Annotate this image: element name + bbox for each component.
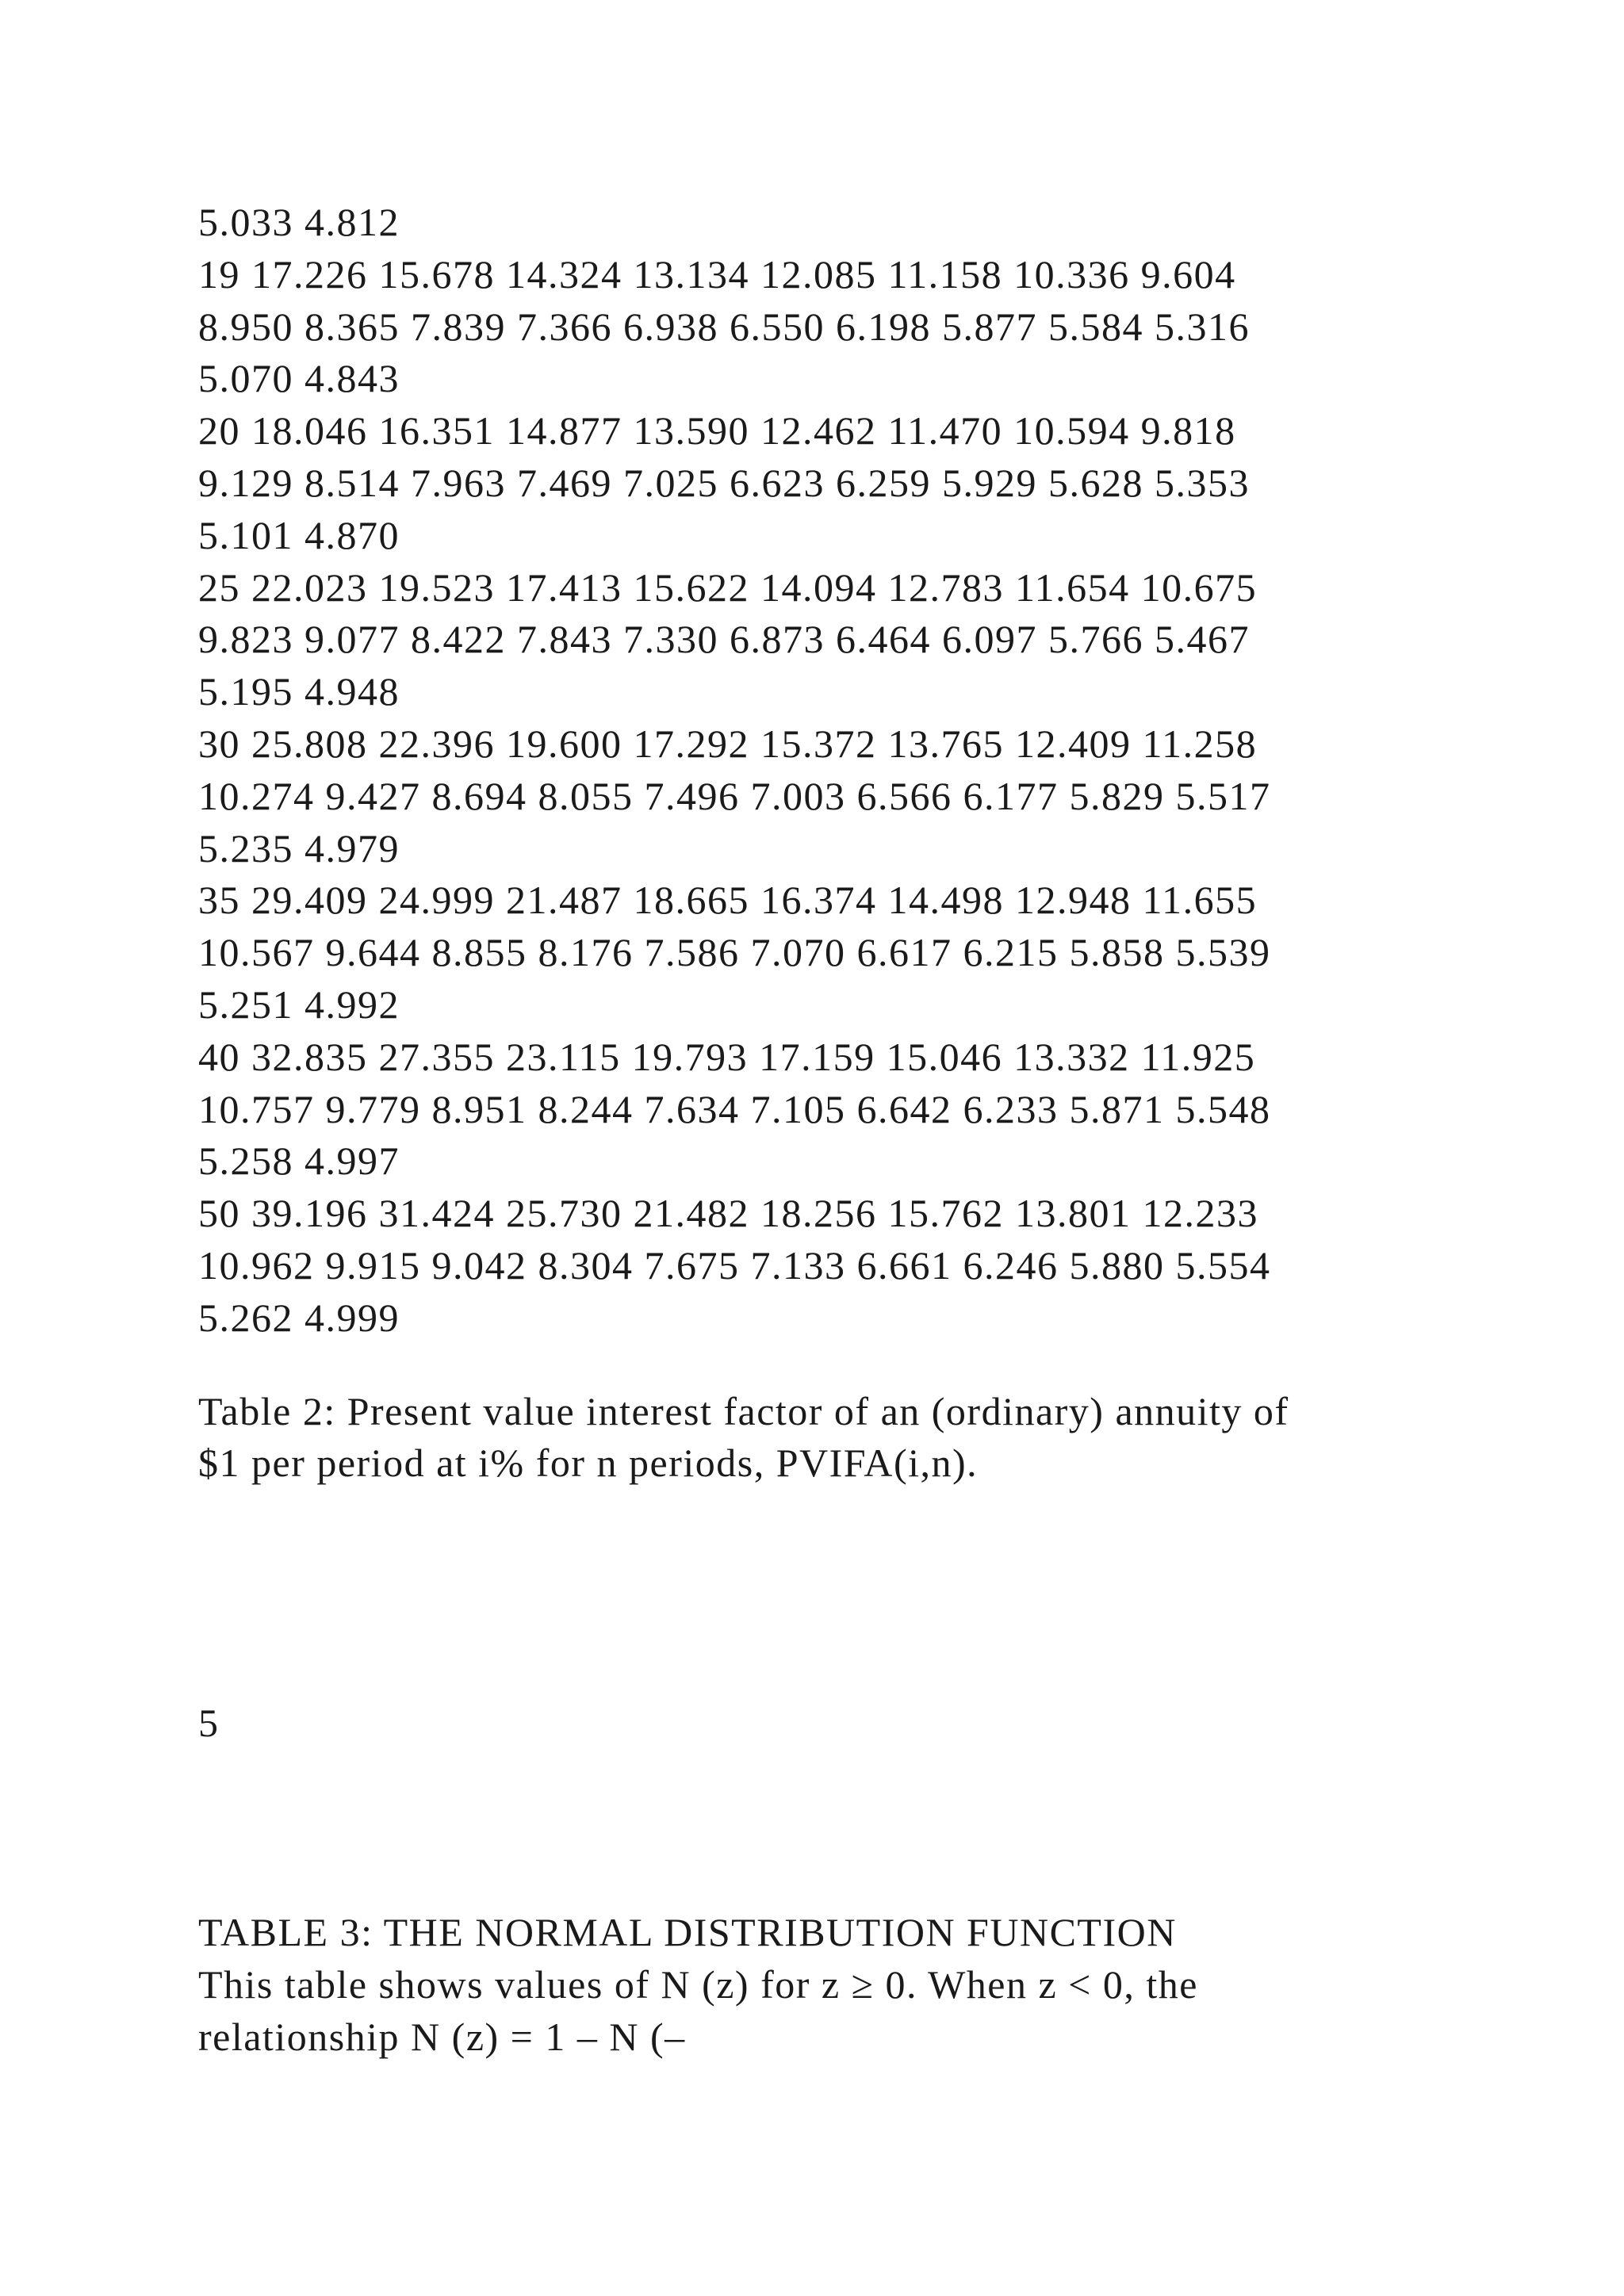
table-row: 10.567 9.644 8.855 8.176 7.586 7.070 6.617 6.215 5.858 5.539 <box>198 930 1271 975</box>
caption-line: $1 per period at i% for n periods, PVIFA(i,n). <box>198 1441 979 1486</box>
table-2-caption <box>198 1386 1467 1490</box>
table-row: 30 25.808 22.396 19.600 17.292 15.372 13.765 12.409 11.258 <box>198 721 1258 766</box>
table-row: 25 22.023 19.523 17.413 15.622 14.094 12.783 11.654 10.675 <box>198 564 1258 610</box>
table-row: 8.950 8.365 7.839 7.366 6.938 6.550 6.198 5.877 5.584 5.316 <box>198 304 1250 349</box>
table-row: 9.823 9.077 8.422 7.843 7.330 6.873 6.464 6.097 5.766 5.467 <box>198 617 1250 662</box>
table-row: 20 18.046 16.351 14.877 13.590 12.462 11.470 10.594 9.818 <box>198 408 1236 453</box>
table-row: 5.070 4.843 <box>198 356 400 401</box>
table-row: 5.251 4.992 <box>198 982 400 1027</box>
section-text-line: This table shows values of N (z) for z ≥ 0. When z < 0, the <box>198 1961 1198 2007</box>
section-heading: TABLE 3: THE NORMAL DISTRIBUTION FUNCTION <box>198 1910 1177 1954</box>
caption-line: Table 2: Present value interest factor of an (ordinary) annuity of <box>198 1388 1289 1433</box>
table-row: 9.129 8.514 7.963 7.469 7.025 6.623 6.259 5.929 5.628 5.353 <box>198 460 1250 505</box>
table-row: 5.195 4.948 <box>198 669 400 714</box>
table-row: 10.962 9.915 9.042 8.304 7.675 7.133 6.661 6.246 5.880 5.554 <box>198 1242 1271 1288</box>
table-row: 10.274 9.427 8.694 8.055 7.496 7.003 6.566 6.177 5.829 5.517 <box>198 773 1271 818</box>
table-row: 5.101 4.870 <box>198 512 400 557</box>
page-number: 5 <box>198 1701 218 1745</box>
table-row: 5.262 4.999 <box>198 1295 400 1340</box>
table-2-body <box>198 197 1467 1490</box>
table-row: 5.235 4.979 <box>198 825 400 871</box>
table-3-intro <box>198 1907 1467 2063</box>
table-row: 10.757 9.779 8.951 8.244 7.634 7.105 6.642 6.233 5.871 5.548 <box>198 1086 1271 1131</box>
table-row: 50 39.196 31.424 25.730 21.482 18.256 15.762 13.801 12.233 <box>198 1191 1258 1236</box>
table-row: 19 17.226 15.678 14.324 13.134 12.085 11.158 10.336 9.604 <box>198 251 1236 297</box>
table-row: 5.033 4.812 <box>198 200 400 244</box>
table-row: 35 29.409 24.999 21.487 18.665 16.374 14.498 12.948 11.655 <box>198 878 1258 923</box>
section-text-line: relationship N (z) = 1 – N (– <box>198 2014 686 2059</box>
table-row: 5.258 4.997 <box>198 1138 400 1184</box>
table-row: 40 32.835 27.355 23.115 19.793 17.159 15.046 13.332 11.925 <box>198 1034 1256 1079</box>
